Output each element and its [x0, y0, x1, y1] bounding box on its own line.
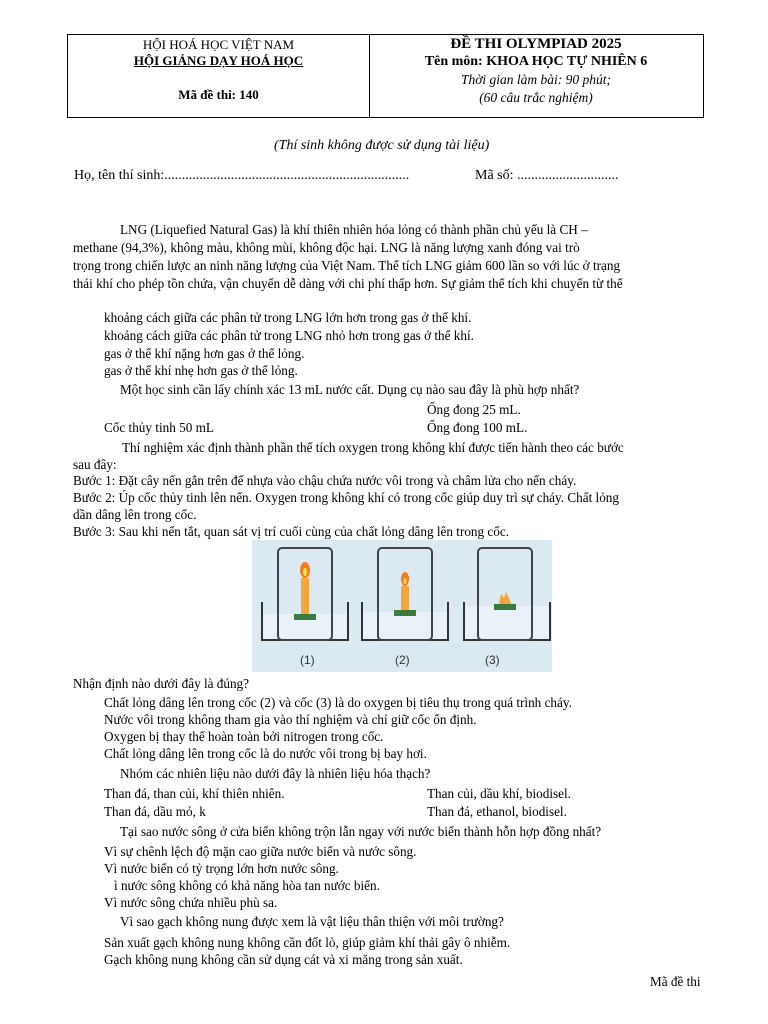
q3-step: Bước 1: Đặt cây nến gắn trên đế nhựa vào chậu chứa nước vôi trong và châm lửa cho nến cháy.: [73, 473, 577, 488]
q4-option: Than củi, dầu khí, biodisel.: [427, 786, 571, 801]
q3-intro: Thí nghiệm xác định thành phần thể tích oxygen trong không khí được tiến hành theo các bước: [122, 440, 624, 455]
org-name: HỘI HOÁ HỌC VIỆT NAM: [142, 37, 295, 52]
q3-option: Nước vôi trong không tham gia vào thí nghiệm và chỉ giữ cốc ổn định.: [104, 712, 477, 727]
org-subname: HỘI GIẢNG DẠY HOÁ HỌC: [133, 53, 304, 68]
exam-question-count: (60 câu trắc nghiệm): [479, 90, 593, 105]
q3-step: Bước 3: Sau khi nến tắt, quan sát vị trí cuối cùng của chất lỏng dâng lên trong cốc.: [73, 524, 510, 539]
exam-note: (Thí sinh không được sử dụng tài liệu): [274, 138, 490, 153]
q1-option: gas ở thể khí nặng hơn gas ở thể lỏng.: [104, 346, 305, 361]
q2-option: Cốc thủy tinh 50 mL: [104, 420, 214, 435]
candidate-number-field: Mã số: .............................: [475, 168, 619, 183]
q3-intro: sau đây:: [73, 457, 117, 472]
q2-option: Ống đong 25 mL.: [427, 402, 521, 417]
exam-title: ĐỀ THI OLYMPIAD 2025: [450, 36, 622, 52]
candidate-name-field: Họ, tên thí sinh:......................................................................: [74, 168, 410, 183]
figure-label-1: (1): [300, 653, 315, 667]
figure-label-3: (3): [485, 653, 500, 667]
beaker-3: [464, 548, 550, 640]
q1-line: trọng trong chiến lược an ninh năng lượng của Việt Nam. Thể tích LNG giảm 600 lần so với lúc ở trạng: [73, 258, 621, 273]
q6-option: Gạch không nung không cần sử dụng cát và xi măng trong sản xuất.: [104, 952, 463, 967]
q4-option: Than đá, dầu mỏ, k: [104, 804, 206, 819]
q1-option: khoảng cách giữa các phân tử trong LNG nhỏ hơn trong gas ở thể khí.: [104, 328, 474, 343]
q5-option: Vì sự chênh lệch độ mặn cao giữa nước biển và nước sông.: [104, 844, 417, 859]
q5-stem: Tại sao nước sông ở cửa biển không trộn lẫn ngay với nước biển thành hỗn hợp đồng nhất?: [120, 824, 602, 839]
beaker-1: [262, 548, 348, 640]
figure-label-2: (2): [395, 653, 410, 667]
q1-line: LNG (Liquefied Natural Gas) là khí thiên nhiên hóa lỏng có thành phần chủ yếu là CH –: [120, 222, 588, 237]
q1-option: gas ở thể khí nhẹ hơn gas ở thể lỏng.: [104, 363, 298, 378]
q3-option: Chất lỏng dâng lên trong cốc (2) và cốc (3) là do oxygen bị tiêu thụ trong quá trình cháy.: [104, 695, 572, 710]
q4-stem: Nhóm các nhiên liệu nào dưới đây là nhiên liệu hóa thạch?: [120, 766, 431, 781]
q1-option: khoảng cách giữa các phân tử trong LNG lớn hơn trong gas ở thể khí.: [104, 310, 472, 325]
candle-experiment-figure: [252, 540, 552, 672]
q3-step: dần dâng lên trong cốc.: [73, 507, 197, 522]
q2-stem: Một học sinh cần lấy chính xác 13 mL nước cất. Dụng cụ nào sau đây là phù hợp nhất?: [120, 382, 580, 397]
q1-line: thái khí cho phép tồn chứa, vận chuyển dễ dàng với chi phí thấp hơn. Sự giảm thể tích khi chuyển từ thể: [73, 276, 623, 291]
q5-option: Vì nước sông chứa nhiều phù sa.: [104, 895, 278, 910]
exam-code: Mã đề thi: 140: [178, 87, 259, 102]
q3-option: Oxygen bị thay thế hoàn toàn bởi nitrogen trong cốc.: [104, 729, 384, 744]
q5-option: Vì nước biển có tỷ trọng lớn hơn nước sông.: [104, 861, 339, 876]
q1-line: methane (94,3%), không màu, không mùi, không độc hại. LNG là năng lượng xanh đóng vai trò: [73, 240, 580, 255]
q4-option: Than đá, ethanol, biodisel.: [427, 804, 567, 819]
q3-question: Nhận định nào dưới đây là đúng?: [73, 676, 249, 691]
exam-subject: Tên môn: KHOA HỌC TỰ NHIÊN 6: [424, 54, 648, 69]
q5-option: ì nước sông không có khả năng hòa tan nước biển.: [114, 878, 380, 893]
q3-option: Chất lỏng dâng lên trong cốc là do nước vôi trong bị bay hơi.: [104, 746, 427, 761]
q4-option: Than đá, than củi, khí thiên nhiên.: [104, 786, 285, 801]
q6-stem: Vì sao gạch không nung được xem là vật liệu thân thiện với môi trường?: [120, 914, 504, 929]
exam-duration: Thời gian làm bài: 90 phút;: [460, 72, 612, 87]
exam-header-table: [67, 34, 704, 118]
q2-option: Ống đong 100 mL.: [427, 420, 528, 435]
beaker-2: [362, 548, 448, 640]
q3-step: Bước 2: Úp cốc thủy tinh lên nến. Oxygen trong không khí có trong cốc giúp duy trì sự cháy. Chất lỏng: [73, 490, 619, 505]
footer-exam-code: Mã đề thi: [650, 974, 701, 989]
candle-experiment-illustration: [252, 540, 552, 672]
q6-option: Sản xuất gạch không nung không cần đốt lò, giúp giảm khí thải gây ô nhiễm.: [104, 935, 511, 950]
